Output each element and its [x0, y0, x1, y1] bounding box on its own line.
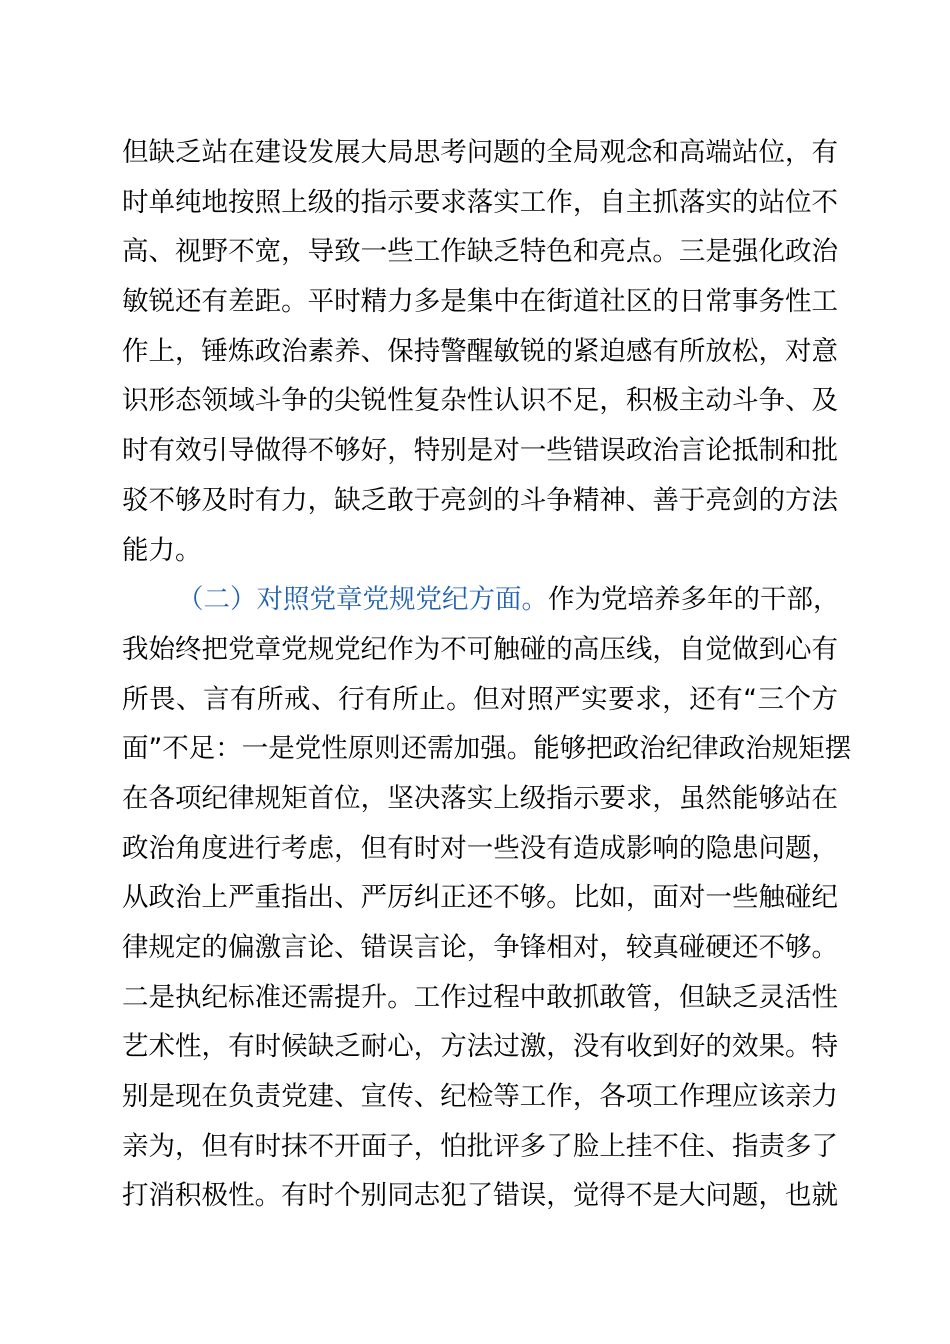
document-body [122, 128, 852, 1221]
text-line-first [122, 575, 838, 625]
text-line: 别是现在负责党建、宣传、纪检等工作，各项工作理应该亲力 [122, 1081, 838, 1113]
text-line: 我始终把党章党规党纪作为不可触碰的高压线，自觉做到心有 [122, 633, 838, 665]
text-line: 能力。 [122, 534, 202, 566]
text-line: 时有效引导做得不够好，特别是对一些错误政治言论抵制和批 [122, 435, 838, 467]
text-line: 在各项纪律规矩首位，坚决落实上级指示要求，虽然能够站在 [122, 782, 838, 814]
text-line: 政治角度进行考虑，但有时对一些没有造成影响的隐患问题， [122, 832, 838, 864]
section-heading: （二）对照党章党规党纪方面。 [177, 584, 548, 616]
text-line: 所畏、言有所戒、行有所止。但对照严实要求，还有“三个方 [122, 683, 838, 715]
text-line: 艺术性，有时候缺乏耐心，方法过激，没有收到好的效果。特 [122, 1031, 838, 1063]
text-line: 但缺乏站在建设发展大局思考问题的全局观念和高端站位，有 [122, 137, 838, 168]
text-line: 识形态领域斗争的尖锐性复杂性认识不足，积极主动斗争、及 [122, 385, 838, 417]
paragraph-2 [122, 575, 852, 1221]
text-line: 高、视野不宽，导致一些工作缺乏特色和亮点。三是强化政治 [122, 236, 838, 268]
text-line: 亲为，但有时抹不开面子，怕批评多了脸上挂不住、指责多了 [122, 1130, 838, 1162]
paragraph-1 [122, 128, 838, 575]
text-line: 律规定的偏激言论、错误言论，争锋相对，较真碰硬还不够。 [122, 932, 838, 963]
text-line: 从政治上严重指出、严厉纠正还不够。比如，面对一些触碰纪 [122, 882, 838, 914]
text-line: 驳不够及时有力，缺乏敢于亮剑的斗争精神、善于亮剑的方法 [122, 484, 838, 516]
text-line: 打消积极性。有时个别同志犯了错误，觉得不是大问题，也就 [122, 1180, 838, 1212]
text-line: 面”不足：一是党性原则还需加强。能够把政治纪律政治规矩摆 [122, 733, 852, 765]
text-line: 作上，锤炼政治素养、保持警醒敏锐的紧迫感有所放松，对意 [122, 335, 838, 367]
text-line: 二是执纪标准还需提升。工作过程中敢抓敢管，但缺乏灵活性 [122, 981, 838, 1013]
text-line: 敏锐还有差距。平时精力多是集中在街道社区的日常事务性工 [122, 286, 838, 318]
text-line: 时单纯地按照上级的指示要求落实工作，自主抓落实的站位不 [122, 186, 838, 218]
first-line-rest: 作为党培养多年的干部， [548, 584, 840, 616]
